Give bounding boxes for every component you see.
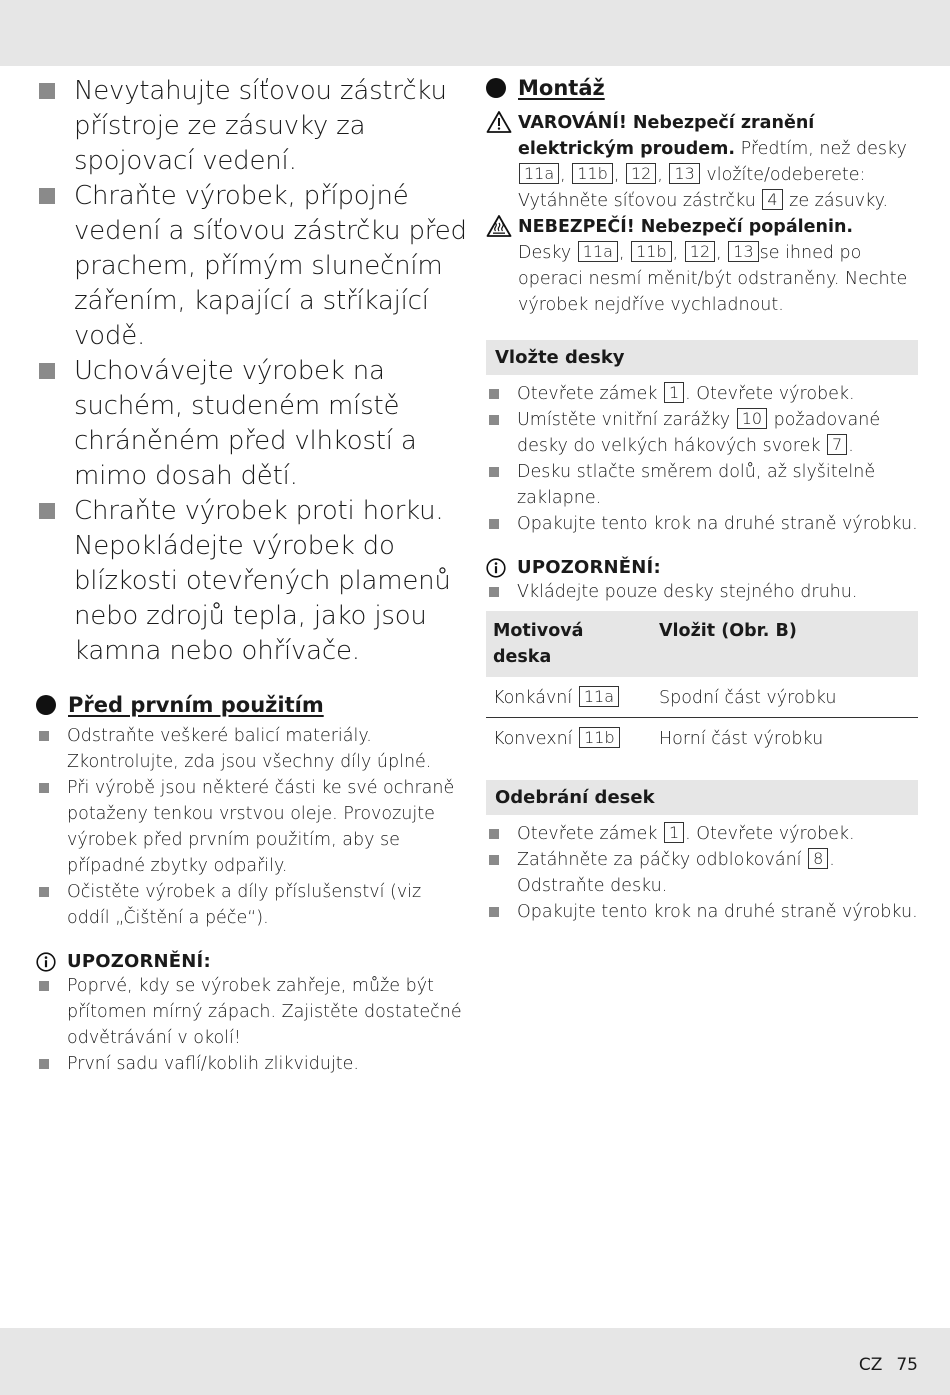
insert-list xyxy=(486,381,918,537)
warning-electric: VAROVÁNÍ! Nebezpečí zranění elektrickým proudem. Předtím, než desky 11a , 11b , 12 , 13 vložíte/odeberete: Vytáhněte síťovou zástrčku 4 ze zásuvky. xyxy=(486,110,918,214)
list-item: Chraňte výrobek, přípojné vedení a síťovou zástrčku před prachem, přímým slunečním zářením, kapající a stříkající vodě. xyxy=(36,179,468,354)
left-column xyxy=(36,74,468,1077)
list-item: Očistěte výrobek a díly příslušenství (viz oddíl „Čištění a péče“). xyxy=(36,879,468,931)
header-band xyxy=(0,0,950,66)
table-row xyxy=(486,677,918,718)
table-header-cell: Motivová deska xyxy=(486,611,652,677)
note-heading: UPOZORNĚNÍ: xyxy=(486,557,918,578)
part-number-box: 8 xyxy=(808,848,828,869)
list-item: Při výrobě jsou některé části ke své ochraně potaženy tenkou vrstvou oleje. Provozujte výrobek před prvním použitím, aby se případné zbytky odpařily. xyxy=(36,775,468,879)
page-footer xyxy=(845,1355,918,1375)
bullet-square-icon xyxy=(489,855,499,865)
bullet-square-icon xyxy=(489,467,499,477)
list-item: Opakujte tento krok na druhé straně výrobku. xyxy=(486,899,918,925)
bullet-square-icon xyxy=(39,981,49,991)
list-item: Zatáhněte za páčky odblokování 8 . Odstraňte desku. xyxy=(486,847,918,899)
bullet-dot-icon xyxy=(36,695,56,715)
part-number-box: 10 xyxy=(737,408,767,429)
first-use-list xyxy=(36,723,468,931)
bullet-square-icon xyxy=(489,519,499,529)
part-number-box: 13 xyxy=(728,241,758,262)
part-number-box: 1 xyxy=(664,822,684,843)
part-number-box: 11a xyxy=(578,241,618,262)
table-header-cell: Vložit (Obr. B) xyxy=(652,611,918,677)
note-heading: UPOZORNĚNÍ: xyxy=(36,951,468,972)
part-number-box: 11b xyxy=(579,727,620,748)
part-number-box: 11a xyxy=(579,686,619,707)
warning-triangle-icon xyxy=(486,110,512,134)
list-item: Desku stlačte směrem dolů, až slyšitelně zaklapne. xyxy=(486,459,918,511)
part-number-box: 12 xyxy=(685,241,715,262)
right-column xyxy=(486,74,918,925)
bullet-square-icon xyxy=(39,731,49,741)
part-number-box: 13 xyxy=(669,163,699,184)
info-icon xyxy=(36,952,56,972)
list-item: Otevřete zámek 1 . Otevřete výrobek. xyxy=(486,821,918,847)
info-icon xyxy=(486,558,506,578)
table-header-row xyxy=(486,611,918,677)
table-row xyxy=(486,718,918,759)
list-item: První sadu vaflí/koblih zlikvidujte. xyxy=(36,1051,468,1077)
part-number-box: 7 xyxy=(827,434,847,455)
list-item: Chraňte výrobek proti horku. Nepokládejte výrobek do blízkosti otevřených plamenů nebo zdrojů tepla, jako jsou kamna nebo ohřívače. xyxy=(36,494,468,669)
bullet-square-icon xyxy=(489,587,499,597)
bullet-square-icon xyxy=(489,415,499,425)
list-item: Nevytahujte síťovou zástrčku přístroje ze zásuvky za spojovací vedení. xyxy=(36,74,468,179)
list-item: Vkládejte pouze desky stejného druhu. xyxy=(486,579,918,605)
bullet-square-icon xyxy=(39,188,55,204)
page-number: 75 xyxy=(896,1355,918,1375)
list-item: Opakujte tento krok na druhé straně výrobku. xyxy=(486,511,918,537)
part-number-box: 12 xyxy=(626,163,656,184)
table-cell: Konvexní 11b xyxy=(486,718,652,759)
list-item: Umístěte vnitřní zarážky 10 požadované desky do velkých hákových svorek 7 . xyxy=(486,407,918,459)
table-cell: Konkávní 11a xyxy=(486,677,652,718)
table-cell: Spodní část výrobku xyxy=(652,677,918,718)
bullet-dot-icon xyxy=(486,78,506,98)
subheading-insert-plates: Vložte desky xyxy=(486,340,918,375)
section-heading-first-use: Před prvním použitím xyxy=(36,693,468,717)
bullet-square-icon xyxy=(39,1059,49,1069)
part-number-box: 1 xyxy=(664,382,684,403)
bullet-square-icon xyxy=(39,783,49,793)
table-cell: Horní část výrobku xyxy=(659,729,824,749)
bullet-square-icon xyxy=(489,829,499,839)
section-heading-assembly: Montáž xyxy=(486,76,918,100)
list-item: Odstraňte veškeré balicí materiály. Zkontrolujte, zda jsou všechny díly úplné. xyxy=(36,723,468,775)
list-item: Otevřete zámek 1 . Otevřete výrobek. xyxy=(486,381,918,407)
part-number-box: 4 xyxy=(762,189,782,210)
bullet-square-icon xyxy=(489,907,499,917)
part-number-box: 11a xyxy=(519,163,559,184)
list-item: Uchovávejte výrobek na suchém, studeném místě chráněném před vlhkostí a mimo dosah dětí. xyxy=(36,354,468,494)
footer-band xyxy=(0,1328,950,1395)
list-item: Poprvé, kdy se výrobek zahřeje, může být přítomen mírný zápach. Zajistěte dostatečné odvětrávání v okolí! xyxy=(36,973,468,1051)
bullet-square-icon xyxy=(39,83,55,99)
part-number-box: 11b xyxy=(631,241,672,262)
warning-burn: NEBEZPEČÍ! Nebezpečí popálenin. Desky 11a , 11b , 12 , 13 se ihned po operaci nesmí měnit/být odstraněny. Nechte výrobek nejdříve vychladnout. xyxy=(486,214,918,318)
bullet-square-icon xyxy=(39,363,55,379)
note-list xyxy=(36,973,468,1077)
language-code: CZ xyxy=(858,1355,883,1375)
bullet-square-icon xyxy=(39,503,55,519)
plate-table xyxy=(486,611,918,758)
bullet-square-icon xyxy=(39,887,49,897)
subheading-remove-plates: Odebrání desek xyxy=(486,780,918,815)
part-number-box: 11b xyxy=(572,163,613,184)
note-list xyxy=(486,579,918,605)
remove-list xyxy=(486,821,918,925)
hot-surface-icon xyxy=(486,214,512,238)
bullet-square-icon xyxy=(489,389,499,399)
safety-list xyxy=(36,74,468,669)
